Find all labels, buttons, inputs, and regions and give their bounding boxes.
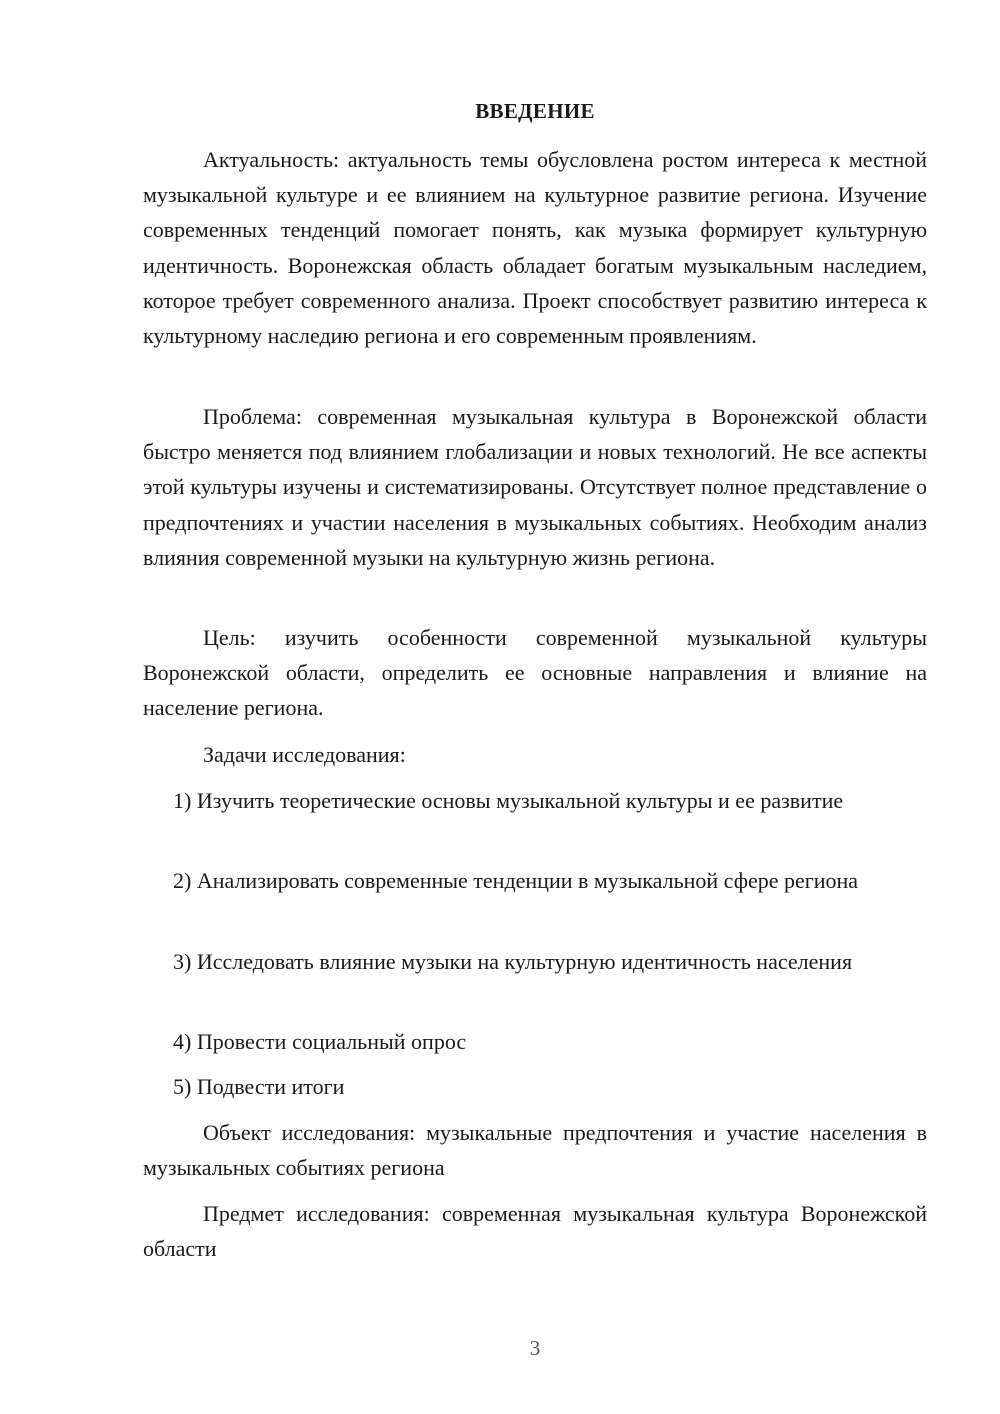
page-number: 3	[529, 1336, 541, 1360]
section-heading: ВВЕДЕНИЕ	[475, 99, 595, 123]
subject-paragraph: Предмет исследования: современная музыкальная культура Воронежской области	[143, 1201, 927, 1262]
task-item: 2) Анализировать современные тенденции в музыкальной сфере региона	[173, 868, 859, 893]
task-item: 1) Изучить теоретические основы музыкальной культуры и ее развитие	[173, 788, 844, 813]
task-item: 5) Подвести итоги	[173, 1074, 345, 1099]
document-page	[143, 0, 927, 1414]
task-item: 3) Исследовать влияние музыки на культурную идентичность населения	[173, 949, 853, 974]
problem-paragraph: Проблема: современная музыкальная культура в Воронежской области быстро меняется под влиянием глобализации и новых технологий. Не все аспекты этой культуры изучены и систематизированы. Отсутствует полное представление о предпочтениях и участии населения в музыкальных событиях. Необходим анализ влияния современной музыки на культурную жизнь региона.	[143, 404, 927, 570]
task-item: 4) Провести социальный опрос	[173, 1029, 467, 1054]
goal-paragraph: Цель: изучить особенности современной музыкальной культуры Воронежской области, определить ее основные направления и влияние на население региона.	[143, 625, 927, 721]
relevance-paragraph: Актуальность: актуальность темы обусловлена ростом интереса к местной музыкальной культуре и ее влиянием на культурное развитие региона. Изучение современных тенденций помогает понять, как музыка формирует культурную идентичность. Воронежская область обладает богатым музыкальным наследием, которое требует современного анализа. Проект способствует развитию интереса к культурному наследию региона и его современным проявлениям.	[143, 147, 927, 349]
tasks-title: Задачи исследования:	[203, 742, 406, 767]
object-paragraph: Объект исследования: музыкальные предпочтения и участие населения в музыкальных событиях региона	[143, 1120, 927, 1181]
